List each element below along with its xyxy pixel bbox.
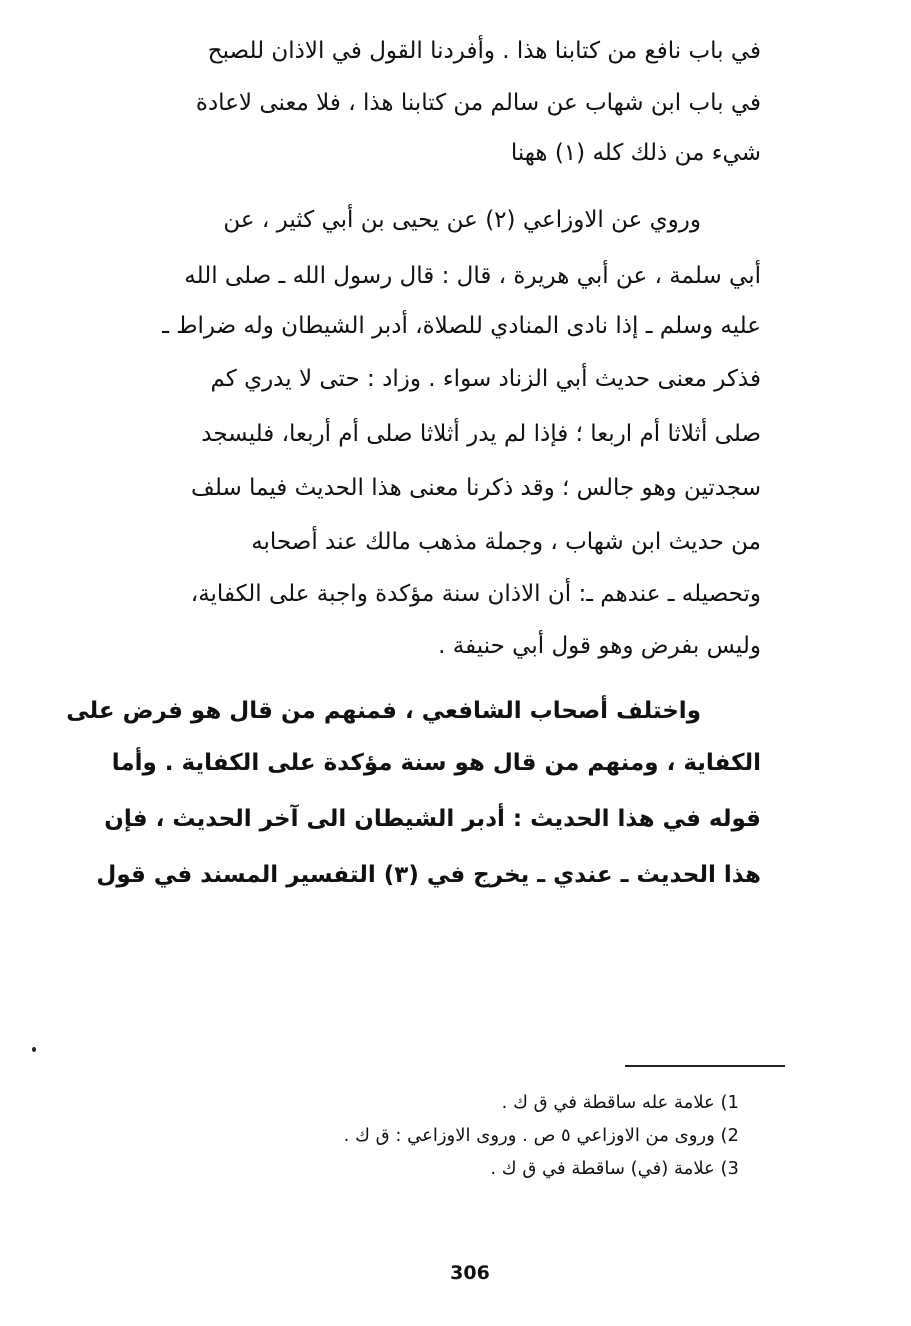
paragraph-3	[66, 690, 761, 920]
paragraph-2	[101, 205, 761, 675]
text-line: شيء من ذلك كله (١) ههنا	[510, 140, 761, 166]
footnote-1: 1) علامة عله ساقطة في ق ك .	[501, 1092, 739, 1113]
text-line: عليه وسلم ـ إذا نادى المنادي للصلاة، أدبر الشيطان وله ضراط ـ	[162, 313, 761, 339]
paragraph-1	[101, 30, 761, 170]
text-line: وليس بفرض وهو قول أبي حنيفة .	[438, 633, 761, 659]
text-line: هذا الحديث ـ عندي ـ يخرج في (٣) التفسير المسند في قول	[96, 862, 761, 888]
text-line: في باب نافع من كتابنا هذا . وأفردنا القول في الاذان للصبح	[207, 38, 761, 64]
text-line: صلى أثلاثا أم اربعا ؛ فإذا لم يدر أثلاثا صلى أم أربعا، فليسجد	[201, 421, 761, 447]
footnote-3: 3) علامة (في) ساقطة في ق ك .	[490, 1158, 739, 1179]
text-line: وروي عن الاوزاعي (٢) عن يحيى بن أبي كثير ، عن	[223, 207, 701, 233]
text-line: واختلف أصحاب الشافعي ، فمنهم من قال هو فرض على	[66, 698, 701, 724]
text-line: قوله في هذا الحديث : أدبر الشيطان الى آخر الحديث ، فإن	[104, 806, 761, 832]
scan-speck	[32, 1047, 36, 1052]
text-line: فذكر معنى حديث أبي الزناد سواء . وزاد : حتى لا يدري كم	[210, 366, 761, 392]
footnote-divider	[625, 1065, 785, 1067]
text-line: من حديث ابن شهاب ، وجملة مذهب مالك عند أصحابه	[251, 529, 761, 555]
text-line: الكفاية ، ومنهم من قال هو سنة مؤكدة على الكفاية . وأما	[111, 750, 761, 776]
text-line: وتحصيله ـ عندهم ـ: أن الاذان سنة مؤكدة واجبة على الكفاية،	[190, 581, 761, 607]
footnote-2: 2) وروى من الاوزاعي ٥ ص . وروى الاوزاعي : ق ك .	[343, 1125, 739, 1146]
text-line: في باب ابن شهاب عن سالم من كتابنا هذا ، فلا معنى لاعادة	[195, 90, 761, 116]
page-number: 306	[450, 1262, 490, 1284]
text-line: أبي سلمة ، عن أبي هريرة ، قال : قال رسول الله ـ صلى الله	[184, 263, 761, 289]
text-line: سجدتين وهو جالس ؛ وقد ذكرنا معنى هذا الحديث فيما سلف	[191, 475, 761, 501]
